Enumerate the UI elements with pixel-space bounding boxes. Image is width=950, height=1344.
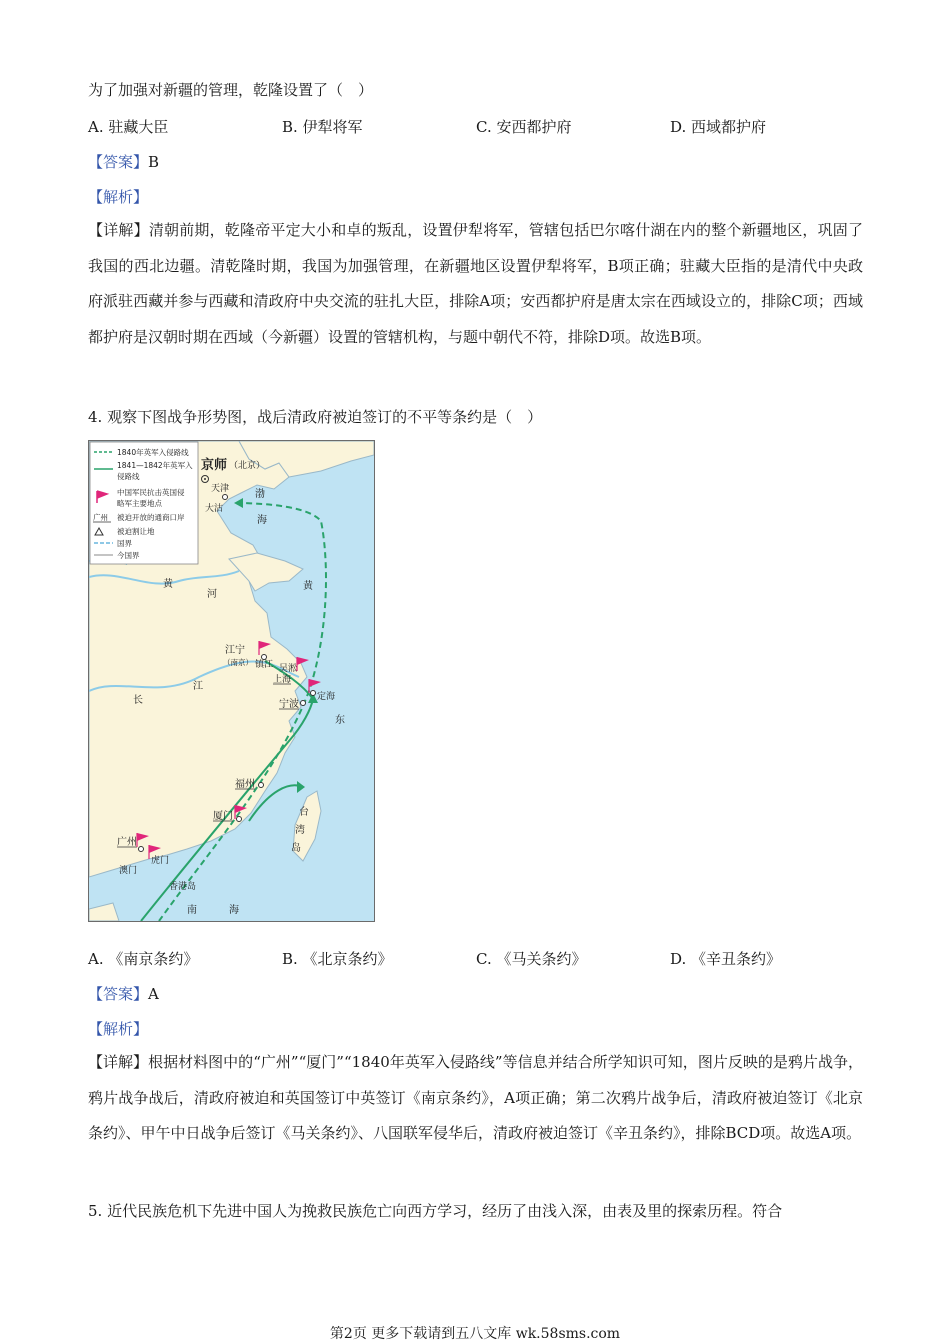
route-arrow-north bbox=[234, 498, 243, 508]
q3-option-b: B. 伊犁将军 bbox=[282, 118, 363, 136]
legend-text-8: 被迫割让地 bbox=[117, 527, 155, 536]
q3-detail-text: 清朝前期，乾隆帝平定大小和卓的叛乱，设置伊犁将军，管辖包括巴尔喀什湖在内的整个新疆地区，巩固了我国的西北边疆。清乾隆时期，我国为加强管理，在新疆地区设置伊犁将军，B项正确；驻藏大臣指的是清代中央政府派驻西藏并参与西藏和清政府中央交流的驻扎大臣，排除A项；安西都护府是唐太宗在西域设立的，排除C项；西域都护府是汉朝时期在西域（今新疆）设置的管辖机构，与题中朝代不符，排除D项。故选B项。 bbox=[88, 221, 863, 346]
q4-detail bbox=[88, 1045, 863, 1152]
map-label-jiangning: 江宁 bbox=[225, 645, 245, 656]
map-label-shanghai: 上海 bbox=[273, 675, 292, 685]
map-label-humen: 虎门 bbox=[151, 856, 170, 866]
q4-analysis-tag: 【解析】 bbox=[88, 1020, 149, 1038]
map-svg bbox=[89, 441, 374, 921]
q4-detail-text: 根据材料图中的“广州”“厦门”“1840年英军入侵路线”等信息并结合所学知识可知，图片反映的是鸦片战争，鸦片战争战后，清政府被迫和英国签订中英签订《南京条约》，A项正确；第二次鸦片战争后，清政府被迫签订《北京条约》、甲午中日战争后签订《马关条约》、八国联军侵华后，清政府被迫签订《辛丑条约》，排除BCD项。故选A项。 bbox=[88, 1053, 863, 1142]
q4-option-b: B. 《北京条约》 bbox=[282, 950, 393, 968]
ningbo-marker bbox=[301, 701, 306, 706]
map-label-nanjing-note: （南京） bbox=[223, 658, 253, 667]
legend-text-10: 今国界 bbox=[117, 551, 140, 560]
q3-answer bbox=[88, 152, 159, 172]
map-label-capital: 京师 bbox=[201, 458, 228, 473]
map-label-fuzhou: 福州 bbox=[235, 779, 255, 790]
q5-stem: 5. 近代民族危机下先进中国人为挽救民族危亡向西方学习，经历了由浅入深，由表及里的探索历程。符合 bbox=[88, 1202, 783, 1220]
map-label-he: 河 bbox=[207, 589, 217, 600]
map-label-wusong: 吴淞 bbox=[279, 664, 298, 674]
legend-text-3: 侵路线 bbox=[117, 472, 140, 481]
map-label-zhenjiang: 镇江 bbox=[255, 660, 274, 670]
map-label-south-sea: 海 bbox=[229, 905, 239, 916]
map-label-xiamen: 厦门 bbox=[213, 811, 233, 822]
map-label-bohai-sea: 海 bbox=[257, 515, 267, 526]
jiangning-marker bbox=[262, 655, 267, 660]
q3-answer-value: B bbox=[148, 153, 160, 171]
route-arrow-taiwan bbox=[297, 781, 305, 793]
map-label-bohai: 渤 bbox=[255, 489, 265, 500]
q4-detail-tag: 【详解】 bbox=[88, 1053, 149, 1071]
q3-answer-tag: 【答案】 bbox=[88, 153, 149, 171]
map-label-hongkong: 香港岛 bbox=[169, 882, 197, 892]
legend-text-5: 略军主要地点 bbox=[117, 499, 162, 508]
tianjin-marker bbox=[223, 495, 228, 500]
map-label-dagu: 大沽 bbox=[205, 504, 224, 514]
q4-answer-value: A bbox=[148, 985, 159, 1003]
q3-analysis-tag: 【解析】 bbox=[88, 188, 149, 206]
q4-stem: 4. 观察下图战争形势图，战后清政府被迫签订的不平等条约是（ ） bbox=[88, 408, 543, 426]
legend-text-4: 中国军民抗击英国侵 bbox=[117, 488, 185, 497]
q3-option-a: A. 驻藏大臣 bbox=[88, 118, 169, 136]
opium-war-map bbox=[88, 440, 375, 922]
xiamen-marker bbox=[237, 817, 242, 822]
legend-text-2: 1841—1842年英军入 bbox=[117, 461, 193, 470]
guangzhou-marker bbox=[139, 847, 144, 852]
legend-text-9: 国界 bbox=[117, 539, 132, 548]
q3-option-d: D. 西域都护府 bbox=[670, 118, 767, 136]
q4-answer bbox=[88, 984, 159, 1004]
q3-detail bbox=[88, 213, 863, 355]
map-label-jiang: 江 bbox=[193, 681, 203, 692]
map-label-taiwan-3: 岛 bbox=[291, 843, 301, 854]
map-label-donghai: 东 bbox=[335, 715, 345, 726]
map-label-chang: 长 bbox=[133, 695, 143, 706]
map-label-taiwan-2: 湾 bbox=[295, 825, 305, 836]
map-label-macau: 澳门 bbox=[119, 866, 138, 876]
q3-stem: 为了加强对新疆的管理，乾隆设置了（ ） bbox=[88, 81, 374, 99]
legend-text-6: 广州 bbox=[93, 513, 108, 522]
legend-text-7: 被迫开放的通商口岸 bbox=[117, 513, 185, 522]
hainan-island bbox=[89, 903, 119, 921]
map-label-dinghai: 定海 bbox=[317, 692, 336, 702]
page-footer: 第2页 更多下载请到五八文库 wk.58sms.com bbox=[329, 1326, 621, 1342]
q4-option-c: C. 《马关条约》 bbox=[476, 950, 587, 968]
q4-answer-tag: 【答案】 bbox=[88, 985, 149, 1003]
map-label-huanghai: 黄 bbox=[303, 581, 313, 592]
legend-text-1: 1840年英军入侵路线 bbox=[117, 448, 189, 457]
map-label-tianjin: 天津 bbox=[211, 484, 230, 494]
map-label-ningbo: 宁波 bbox=[279, 699, 299, 710]
map-label-nan: 南 bbox=[187, 905, 197, 916]
fuzhou-marker bbox=[259, 783, 264, 788]
map-label-capital-note: （北京） bbox=[229, 461, 266, 471]
map-label-guangzhou: 广州 bbox=[117, 837, 137, 848]
q4-option-a: A. 《南京条约》 bbox=[88, 950, 199, 968]
q4-option-d: D. 《辛丑条约》 bbox=[670, 950, 782, 968]
map-label-taiwan-1: 台 bbox=[299, 807, 309, 818]
dinghai-marker bbox=[311, 691, 316, 696]
q3-option-c: C. 安西都护府 bbox=[476, 118, 572, 136]
capital-marker-dot bbox=[204, 478, 206, 480]
q3-detail-tag: 【详解】 bbox=[88, 221, 149, 239]
map-label-huang: 黄 bbox=[163, 579, 173, 590]
